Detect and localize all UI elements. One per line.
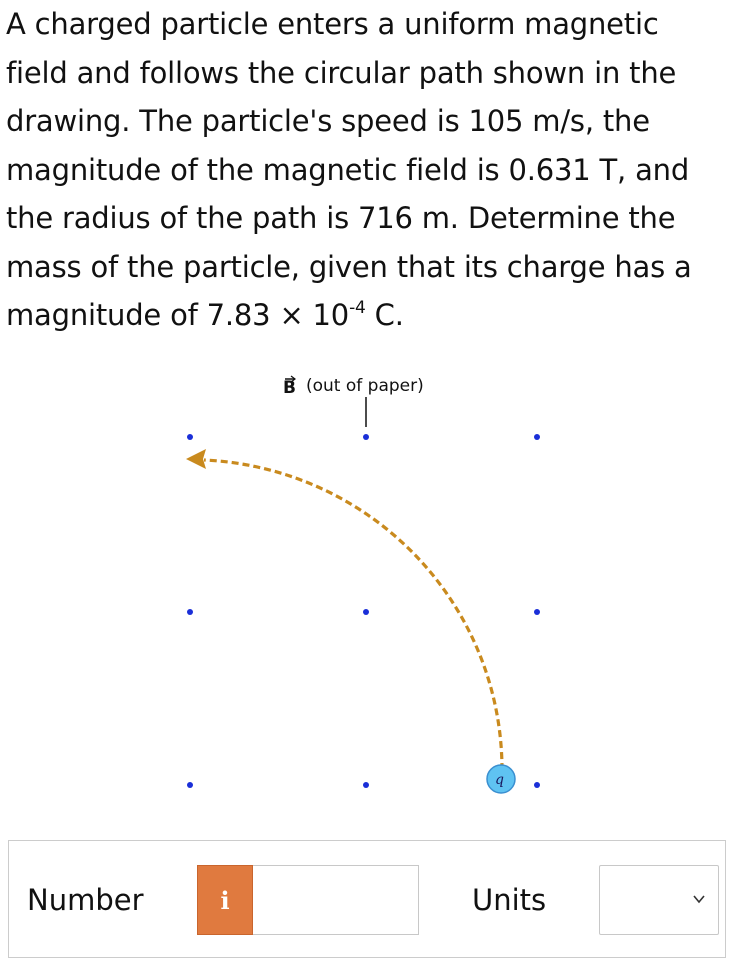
b-label-text: (out of paper) <box>306 376 424 396</box>
field-dot <box>534 609 540 615</box>
question-text-end: C. <box>365 298 404 332</box>
charge-label: q <box>495 772 504 788</box>
field-dots <box>187 434 540 788</box>
question-text-main: A charged particle enters a uniform magnetic field and follows the circular path shown in the drawing. The particle's speed is 105 m/s, the magnitude of the magnetic field is 0.631 T, and the radius of the path is 716 m. Determine the mass of the particle, given that its charge has a magnitude of 7.83 × 10 <box>6 7 692 332</box>
field-dot <box>187 782 193 788</box>
units-label: Units <box>472 883 547 917</box>
answer-box <box>8 840 726 958</box>
circular-path <box>204 460 502 770</box>
field-dot <box>363 609 369 615</box>
question-exponent: -4 <box>349 298 366 318</box>
field-dot <box>534 434 540 440</box>
field-dot <box>363 434 369 440</box>
path-arrowhead-icon <box>186 449 206 469</box>
field-dot <box>363 782 369 788</box>
number-label: Number <box>27 883 144 917</box>
field-dot <box>187 609 193 615</box>
magnetic-field-diagram <box>0 360 732 820</box>
b-symbol: B <box>283 378 296 398</box>
info-button[interactable] <box>197 865 253 935</box>
units-select[interactable] <box>599 865 719 935</box>
chevron-down-icon <box>692 892 706 906</box>
field-dot <box>534 782 540 788</box>
number-input[interactable] <box>253 865 419 935</box>
field-dot <box>187 434 193 440</box>
question-text <box>6 0 728 340</box>
info-icon: i <box>220 885 230 915</box>
b-field-label <box>283 376 424 427</box>
